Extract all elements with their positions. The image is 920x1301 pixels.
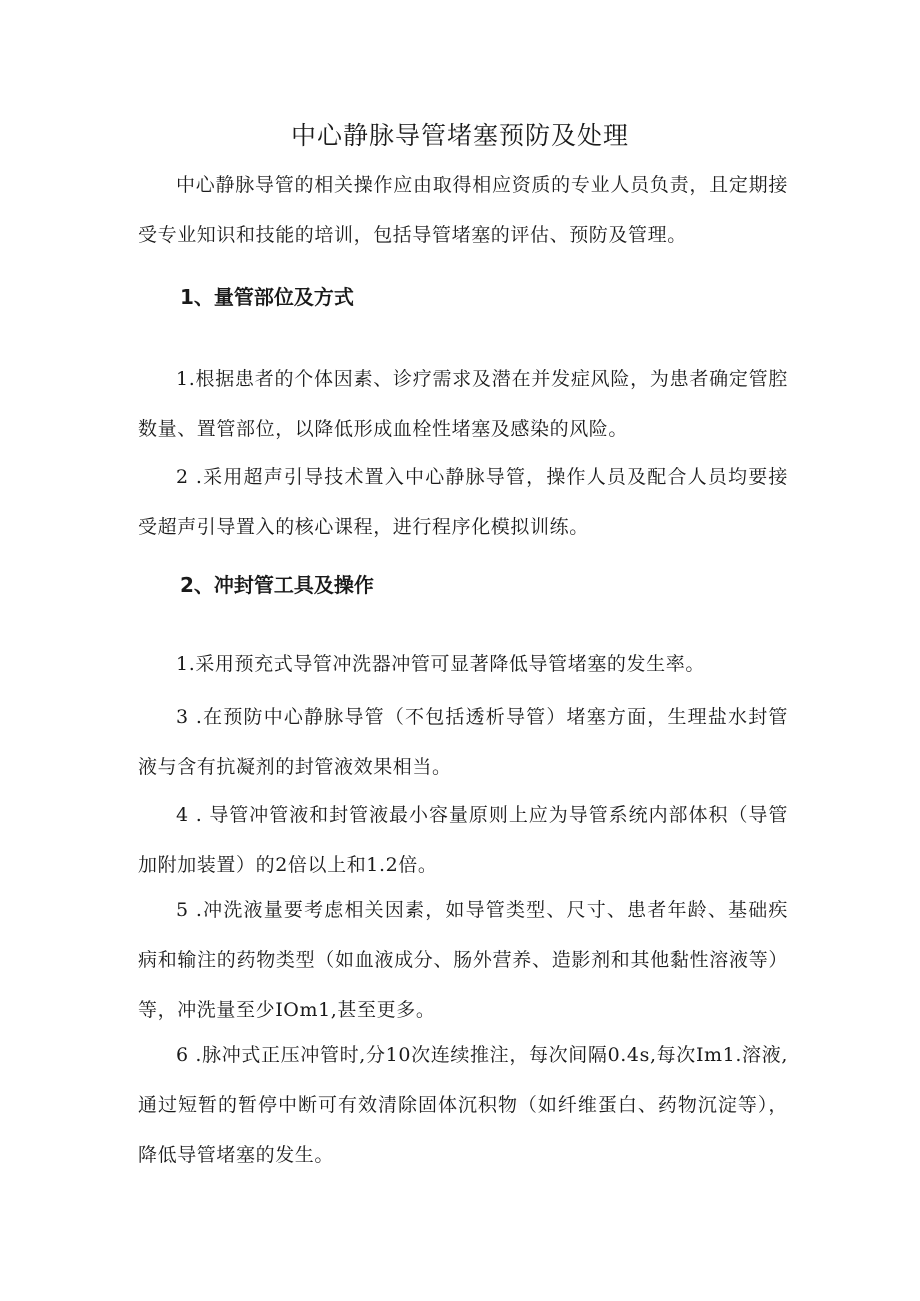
intro-paragraph: 中心静脉导管的相关操作应由取得相应资质的专业人员负责，且定期接受专业知识和技能的培训，包括导管堵塞的评估、预防及管理。: [138, 174, 788, 246]
section-2-item-1: 1.采用预充式导管冲洗器冲管可显著降低导管堵塞的发生率。: [176, 653, 705, 675]
section-2-item-5: 6 .脉冲式正压冲管时,分10次连续推注，每次间隔0.4s,每次Im1.溶液,通过短暂的暂停中断可有效清除固体沉积物（如纤维蛋白、药物沉淀等），降低导管堵塞的发生。: [138, 1044, 788, 1166]
section-1-item-2: 2 .采用超声引导技术置入中心静脉导管，操作人员及配合人员均要接受超声引导置入的核心课程，进行程序化模拟训练。: [138, 466, 788, 538]
section-1-item-1: 1.根据患者的个体因素、诊疗需求及潜在并发症风险，为患者确定管腔数量、置管部位，以降低形成血栓性堵塞及感染的风险。: [138, 368, 788, 440]
section-2-item-2: 3 .在预防中心静脉导管（不包括透析导管）堵塞方面，生理盐水封管液与含有抗凝剂的封管液效果相当。: [138, 706, 788, 778]
section-heading-2: 2、冲封管工具及操作: [180, 573, 374, 597]
document-title: 中心静脉导管堵塞预防及处理: [290, 121, 629, 150]
section-heading-1: 1、量管部位及方式: [180, 285, 354, 309]
section-2-item-4: 5 .冲洗液量要考虑相关因素，如导管类型、尺寸、患者年龄、基础疾病和输注的药物类型（如血液成分、肠外营养、造影剂和其他黏性溶液等）等，冲洗量至少IOm1,甚至更多。: [138, 899, 788, 1021]
section-2-item-3: 4 . 导管冲管液和封管液最小容量原则上应为导管系统内部体积（导管加附加装置）的2倍以上和1.2倍。: [138, 804, 788, 876]
